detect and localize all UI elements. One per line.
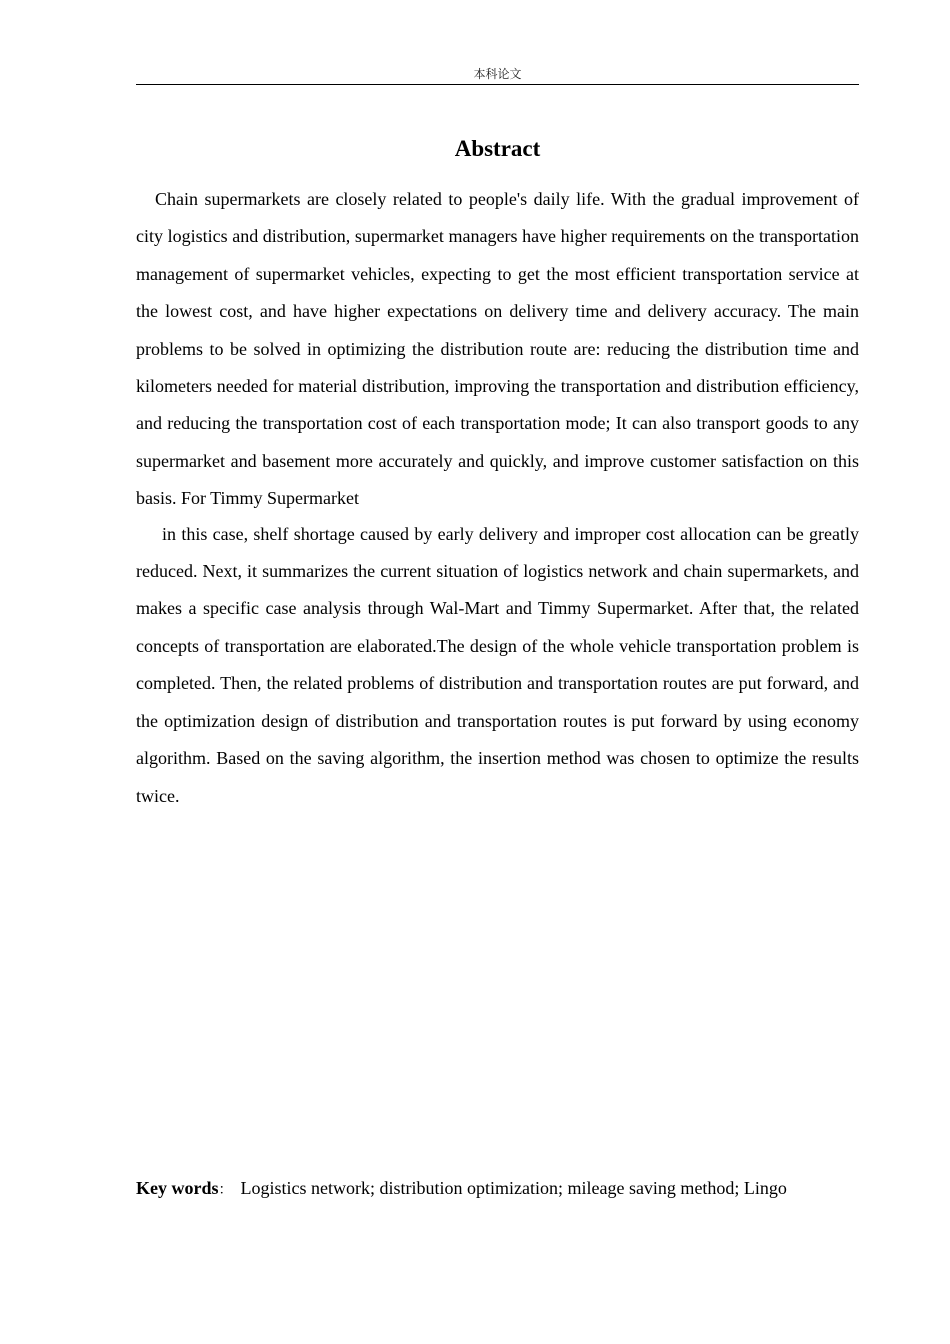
keywords-line — [136, 1174, 859, 1204]
keywords-label: Key words — [136, 1178, 219, 1198]
abstract-body — [136, 181, 859, 815]
running-header-title: 本科论文 — [473, 67, 522, 81]
keywords-text: Logistics network; distribution optimization; mileage saving method; Lingo — [240, 1178, 787, 1198]
abstract-paragraph-1: Chain supermarkets are closely related to people's daily life. With the gradual improvement of city logistics and distribution, supermarket managers have higher requirements on the transportation management of supermarket vehicles, expecting to get the most efficient transportation service at the lowest cost, and have higher expectations on delivery time and delivery accuracy. The main problems to be solved in optimizing the distribution route are: reducing the distribution time and kilometers needed for material distribution, improving the transportation and distribution efficiency, and reducing the transportation cost of each transportation mode; It can also transport goods to any supermarket and basement more accurately and quickly, and improve customer satisfaction on this basis. For Timmy Supermarket — [136, 189, 859, 509]
keywords-separator: ： — [218, 1182, 233, 1198]
running-header — [136, 66, 859, 85]
abstract-paragraph-2: in this case, shelf shortage caused by early delivery and improper cost allocation can be greatly reduced. Next, it summarizes the current situation of logistics network and chain supermarkets, and makes a specific case analysis through Wal-Mart and Timmy Supermarket. After that, the related concepts of transportation are elaborated.The design of the whole vehicle transportation problem is completed. Then, the related problems of distribution and transportation routes are put forward, and the optimization design of distribution and transportation routes is put forward by using economy algorithm. Based on the saving algorithm, the insertion method was chosen to optimize the results twice. — [136, 523, 859, 806]
abstract-title: Abstract — [454, 136, 541, 161]
